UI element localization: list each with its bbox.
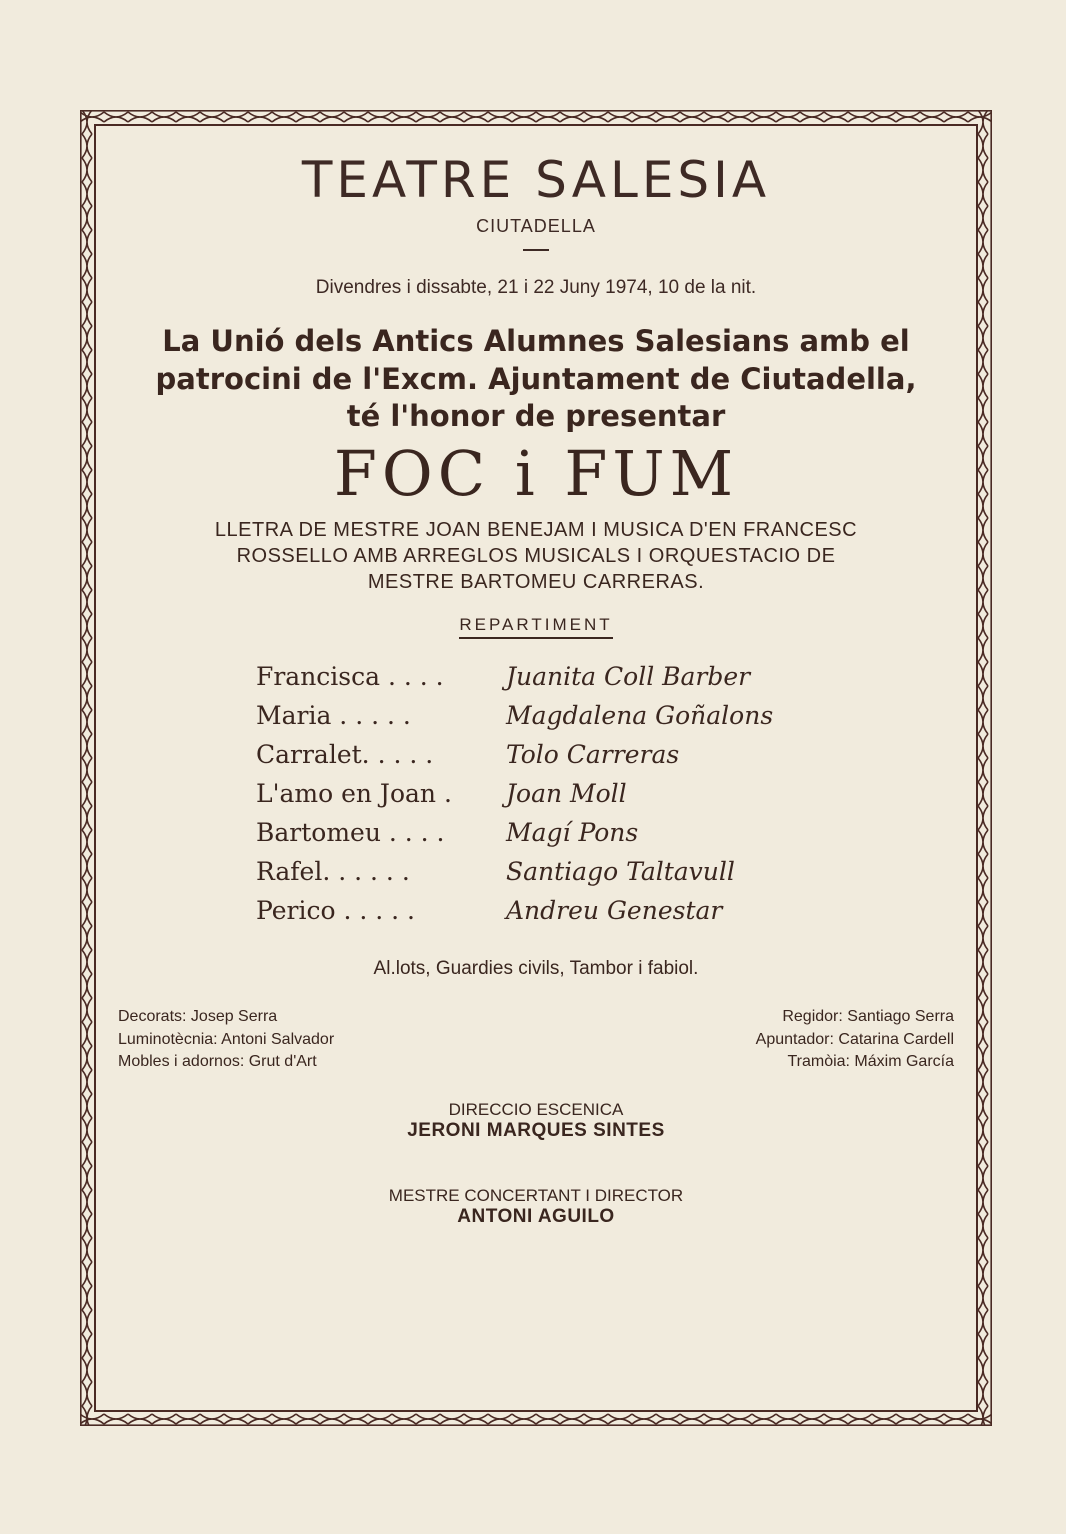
crew-column-right	[756, 1006, 954, 1073]
stage-direction-label: DIRECCIO ESCENICA	[448, 1099, 624, 1119]
show-title: FOC i FUM	[333, 437, 739, 511]
crew-entry: Apuntador: Catarina Cardell	[755, 1030, 954, 1048]
crew-column-left	[118, 1006, 334, 1073]
programme-content	[110, 150, 962, 1228]
extras-line: Al.lots, Guardies civils, Tambor i fabiol.	[373, 958, 699, 980]
cast-actor: Tolo Carreras	[506, 740, 680, 770]
cast-row	[256, 774, 816, 813]
theatre-title: TEATRE SALESIA	[301, 151, 771, 209]
cast-heading: REPARTIMENT	[459, 615, 612, 639]
cast-actor: Juanita Coll Barber	[506, 662, 751, 692]
crew-entry: Regidor: Santiago Serra	[782, 1008, 954, 1026]
cast-role: Francisca . . . .	[256, 662, 444, 692]
cast-row	[256, 891, 816, 930]
crew-credits	[110, 1006, 962, 1073]
crew-entry: Luminotècnia: Antoni Salvador	[118, 1030, 335, 1048]
crew-entry: Decorats: Josep Serra	[118, 1008, 278, 1026]
cast-row	[256, 696, 816, 735]
presentation-line: patrocini de l'Excm. Ajuntament de Ciutadella,	[155, 361, 917, 396]
conductor-label: MESTRE CONCERTANT I DIRECTOR	[388, 1185, 684, 1205]
programme-frame	[80, 110, 992, 1426]
cast-actor: Andreu Genestar	[506, 896, 723, 926]
cast-row	[256, 813, 816, 852]
city-name: CIUTADELLA	[476, 216, 596, 236]
performance-dates: Divendres i dissabte, 21 i 22 Juny 1974, 10 de la nit.	[315, 277, 757, 298]
authorship-credits	[110, 517, 962, 595]
cast-role: Bartomeu . . . .	[256, 818, 445, 848]
stage-director-name: JERONI MARQUES SINTES	[407, 1119, 665, 1141]
cast-row	[256, 852, 816, 891]
cast-actor: Magdalena Goñalons	[506, 701, 774, 731]
crew-entry: Tramòia: Máxim García	[787, 1053, 954, 1071]
cast-list	[256, 657, 816, 930]
cast-actor: Joan Moll	[506, 779, 627, 809]
cast-role: Maria . . . . .	[256, 701, 411, 731]
credits-line: LLETRA DE MESTRE JOAN BENEJAM I MUSICA D'EN FRANCESC	[214, 519, 858, 542]
cast-role: Rafel. . . . . .	[256, 857, 410, 887]
cast-role: L'amo en Joan .	[256, 779, 452, 809]
conductor-name: ANTONI AGUILO	[457, 1205, 615, 1227]
cast-actor: Santiago Taltavull	[506, 857, 735, 887]
crew-entry: Mobles i adornos: Grut d'Art	[118, 1053, 317, 1071]
divider-dash	[523, 249, 549, 251]
presentation-text	[110, 323, 962, 436]
presentation-line: té l'honor de presentar	[346, 399, 726, 434]
cast-row	[256, 735, 816, 774]
credits-line: MESTRE BARTOMEU CARRERAS.	[367, 571, 705, 594]
cast-actor: Magí Pons	[506, 818, 639, 848]
credits-line: ROSSELLO AMB ARREGLOS MUSICALS I ORQUESTACIO DE	[236, 545, 836, 568]
presentation-line: La Unió dels Antics Alumnes Salesians amb el	[162, 324, 910, 358]
cast-role: Perico . . . . .	[256, 896, 415, 926]
cast-row	[256, 657, 816, 696]
cast-role: Carralet. . . . .	[256, 740, 434, 770]
